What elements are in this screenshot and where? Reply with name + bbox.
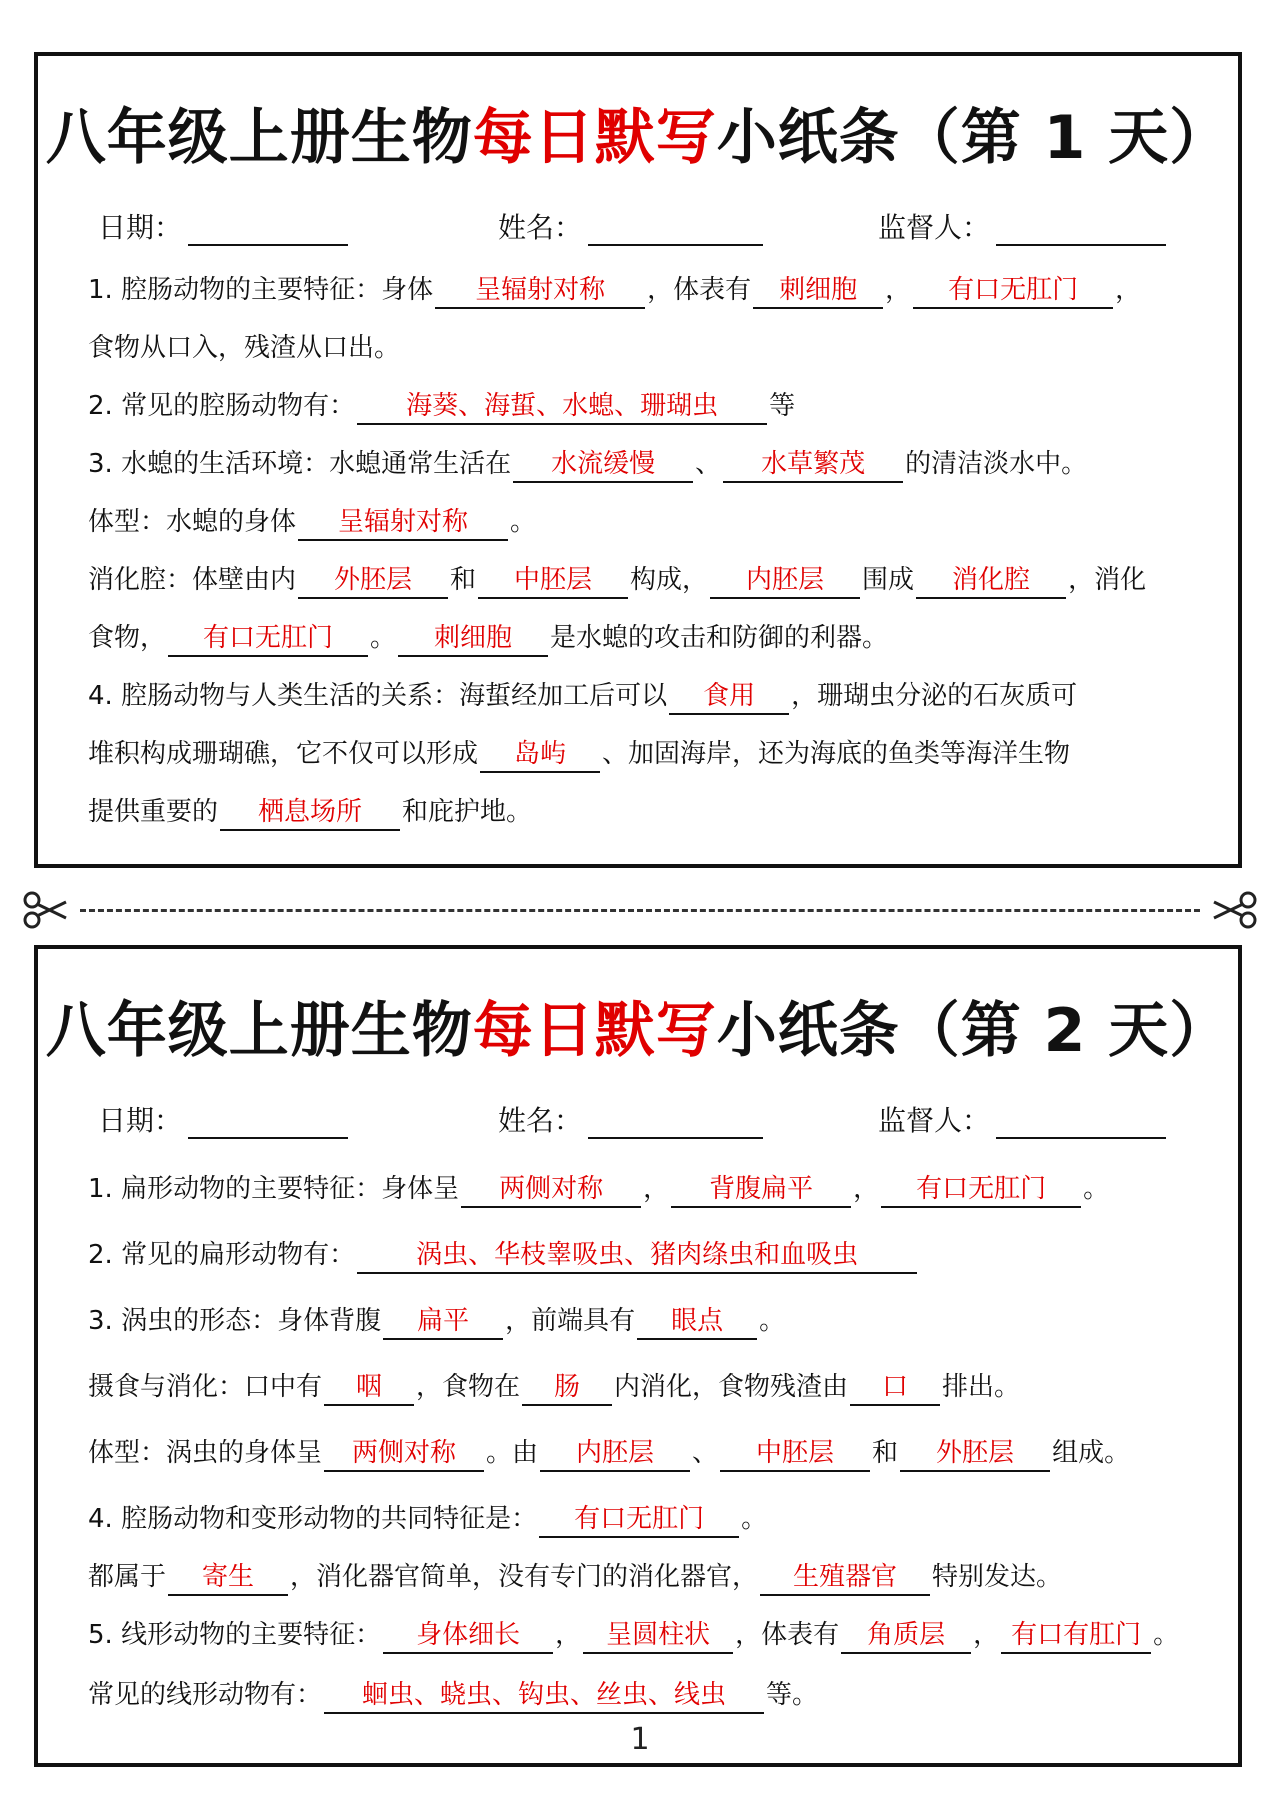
title-highlight: 每日默写 — [472, 996, 717, 1066]
answer-blank: 咽 — [324, 1370, 414, 1406]
text: 都属于 — [88, 1562, 167, 1592]
page-number: 1 — [630, 1722, 650, 1757]
supervisor-field[interactable] — [878, 206, 1166, 246]
line-7 — [88, 618, 1198, 658]
text: 食物从口入，残渣从口出。 — [88, 333, 401, 363]
text: ，消化器官简单，没有专门的消化器官， — [290, 1562, 759, 1592]
text: 。 — [1083, 1174, 1110, 1204]
text: ，消化 — [1068, 565, 1147, 595]
text: 2. 常见的扁形动物有： — [88, 1240, 356, 1270]
info-row — [78, 1099, 1198, 1143]
line-2 — [88, 328, 1198, 368]
scissors-icon — [20, 886, 68, 934]
answer-blank: 内胚层 — [540, 1436, 690, 1472]
line-10 — [88, 792, 1198, 832]
text: 特别发达。 — [932, 1562, 1063, 1592]
answer-blank: 寄生 — [168, 1560, 288, 1596]
line-1 — [88, 270, 1198, 310]
text: 食物， — [88, 623, 167, 653]
name-label: 姓名： — [498, 1104, 583, 1137]
answer-blank: 水草繁茂 — [723, 447, 903, 483]
line-7 — [88, 1557, 1198, 1597]
title-part3: 小纸条（第 2 天） — [716, 996, 1231, 1066]
title-part1: 八年级上册生物 — [45, 103, 473, 173]
answer-blank: 水流缓慢 — [513, 447, 693, 483]
info-row — [78, 206, 1198, 250]
date-field[interactable] — [98, 1099, 348, 1139]
text: 等 — [769, 391, 796, 421]
text: ， — [853, 1174, 880, 1204]
answer-blank: 呈辐射对称 — [435, 273, 645, 309]
text: 堆积构成珊瑚礁，它不仅可以形成 — [88, 739, 479, 769]
date-label: 日期： — [98, 1104, 183, 1137]
text: 的清洁淡水中。 — [905, 449, 1088, 479]
worksheet-card-day2 — [34, 945, 1242, 1767]
answer-blank: 呈圆柱状 — [583, 1618, 733, 1654]
scissors-icon — [1212, 886, 1260, 934]
text: 。 — [741, 1504, 768, 1534]
text: ， — [885, 275, 912, 305]
text: 4. 腔肠动物和变形动物的共同特征是： — [88, 1504, 538, 1534]
title-part1: 八年级上册生物 — [45, 996, 473, 1066]
line-8 — [88, 1615, 1198, 1655]
supervisor-label: 监督人： — [878, 211, 991, 244]
text: 、加固海岸，还为海底的鱼类等海洋生物 — [602, 739, 1071, 769]
line-6 — [88, 1499, 1198, 1539]
text: 和 — [450, 565, 477, 595]
card-title — [38, 983, 1238, 1069]
line-9 — [88, 734, 1198, 774]
text: 5. 线形动物的主要特征： — [88, 1620, 382, 1650]
line-4 — [88, 444, 1198, 484]
text: 消化腔：体壁由内 — [88, 565, 297, 595]
date-blank[interactable] — [188, 210, 348, 246]
text: 4. 腔肠动物与人类生活的关系：海蜇经加工后可以 — [88, 681, 668, 711]
supervisor-label: 监督人： — [878, 1104, 991, 1137]
text: ，食物在 — [416, 1372, 521, 1402]
text: 构成， — [630, 565, 709, 595]
line-4 — [88, 1367, 1198, 1407]
text: ，体表有 — [647, 275, 752, 305]
answer-blank: 身体细长 — [383, 1618, 553, 1654]
text: 。 — [370, 623, 397, 653]
answer-blank: 刺细胞 — [753, 273, 883, 309]
name-blank[interactable] — [588, 210, 763, 246]
text: 1. 扁形动物的主要特征：身体呈 — [88, 1174, 460, 1204]
text: 和庇护地。 — [402, 797, 533, 827]
answer-blank: 有口无肛门 — [539, 1502, 739, 1538]
answer-blank: 栖息场所 — [220, 795, 400, 831]
answer-blank: 内胚层 — [710, 563, 860, 599]
line-5 — [88, 502, 1198, 542]
line-6 — [88, 560, 1198, 600]
answer-blank: 海葵、海蜇、水螅、珊瑚虫 — [357, 389, 767, 425]
text: 3. 水螅的生活环境：水螅通常生活在 — [88, 449, 512, 479]
answer-blank: 呈辐射对称 — [298, 505, 508, 541]
answer-blank: 刺细胞 — [398, 621, 548, 657]
text: 2. 常见的腔肠动物有： — [88, 391, 356, 421]
text: 提供重要的 — [88, 797, 219, 827]
answer-blank: 食用 — [669, 679, 789, 715]
answer-blank: 有口无肛门 — [881, 1172, 1081, 1208]
date-field[interactable] — [98, 206, 348, 246]
text: 摄食与消化：口中有 — [88, 1372, 323, 1402]
answer-blank: 口 — [850, 1370, 940, 1406]
text: ，珊瑚虫分泌的石灰质可 — [791, 681, 1078, 711]
text: 。 — [510, 507, 537, 537]
answer-blank: 两侧对称 — [461, 1172, 641, 1208]
answer-blank: 生殖器官 — [760, 1560, 930, 1596]
answer-blank: 有口无肛门 — [913, 273, 1113, 309]
line-9 — [88, 1675, 1198, 1715]
answer-blank: 扁平 — [383, 1304, 503, 1340]
text: 体型：水螅的身体 — [88, 507, 297, 537]
text: 3. 涡虫的形态：身体背腹 — [88, 1306, 382, 1336]
text: 组成。 — [1052, 1438, 1131, 1468]
text: 围成 — [862, 565, 915, 595]
answer-blank: 有口有肛门 — [1001, 1618, 1151, 1654]
text: 等。 — [766, 1680, 819, 1710]
answer-blank: 岛屿 — [480, 737, 600, 773]
answer-blank: 眼点 — [637, 1304, 757, 1340]
name-label: 姓名： — [498, 211, 583, 244]
supervisor-field[interactable] — [878, 1099, 1166, 1139]
text: 内消化，食物残渣由 — [614, 1372, 849, 1402]
text: 。 — [759, 1306, 786, 1336]
answer-blank: 有口无肛门 — [168, 621, 368, 657]
text: ， — [555, 1620, 582, 1650]
text: ， — [643, 1174, 670, 1204]
text: 常见的线形动物有： — [88, 1680, 323, 1710]
answer-blank: 肠 — [522, 1370, 612, 1406]
text: 是水螅的攻击和防御的利器。 — [550, 623, 889, 653]
date-blank[interactable] — [188, 1103, 348, 1139]
text: 。由 — [486, 1438, 539, 1468]
text: ， — [973, 1620, 1000, 1650]
text: 、 — [695, 449, 722, 479]
answer-blank: 外胚层 — [298, 563, 448, 599]
answer-blank: 涡虫、华枝睾吸虫、猪肉绦虫和血吸虫 — [357, 1238, 917, 1274]
line-5 — [88, 1433, 1198, 1473]
name-field[interactable] — [498, 206, 763, 246]
supervisor-blank[interactable] — [996, 1103, 1166, 1139]
text: 、 — [692, 1438, 719, 1468]
answer-blank: 消化腔 — [916, 563, 1066, 599]
cut-line — [20, 880, 1260, 940]
line-3 — [88, 1301, 1198, 1341]
title-highlight: 每日默写 — [472, 103, 717, 173]
text: 和 — [872, 1438, 899, 1468]
answer-blank: 两侧对称 — [324, 1436, 484, 1472]
text: ，前端具有 — [505, 1306, 636, 1336]
answer-blank: 中胚层 — [478, 563, 628, 599]
line-3 — [88, 386, 1198, 426]
name-field[interactable] — [498, 1099, 763, 1139]
text: ，体表有 — [735, 1620, 840, 1650]
dashed-divider — [80, 909, 1200, 912]
answer-blank: 中胚层 — [720, 1436, 870, 1472]
worksheet-card-day1 — [34, 52, 1242, 868]
text: ， — [1115, 275, 1142, 305]
title-part3: 小纸条（第 1 天） — [716, 103, 1231, 173]
line-2 — [88, 1235, 1198, 1275]
name-blank[interactable] — [588, 1103, 763, 1139]
text: 体型：涡虫的身体呈 — [88, 1438, 323, 1468]
answer-blank: 蛔虫、蛲虫、钩虫、丝虫、线虫 — [324, 1678, 764, 1714]
text: 排出。 — [942, 1372, 1021, 1402]
supervisor-blank[interactable] — [996, 210, 1166, 246]
date-label: 日期： — [98, 211, 183, 244]
answer-blank: 角质层 — [841, 1618, 971, 1654]
line-8 — [88, 676, 1198, 716]
text: 1. 腔肠动物的主要特征：身体 — [88, 275, 434, 305]
card-title — [38, 90, 1238, 176]
answer-blank: 外胚层 — [900, 1436, 1050, 1472]
text: 。 — [1153, 1620, 1180, 1650]
line-1 — [88, 1169, 1198, 1209]
answer-blank: 背腹扁平 — [671, 1172, 851, 1208]
